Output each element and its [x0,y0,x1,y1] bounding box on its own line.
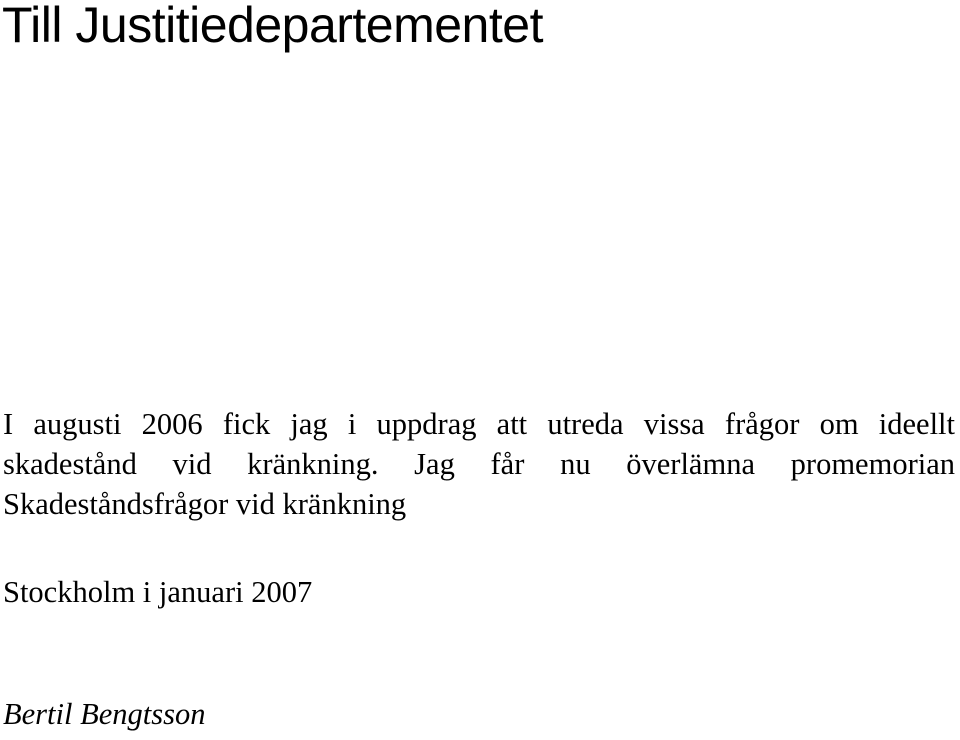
place-and-date: Stockholm i januari 2007 [3,575,313,609]
document-title: Till Justitiedepartementet [2,0,543,53]
body-line-1: I augusti 2006 fick jag i uppdrag att utreda vissa frågor om ideellt [3,407,955,441]
signature-name: Bertil Bengtsson [3,697,206,731]
body-line-3: Skadeståndsfrågor vid kränkning [3,487,407,521]
body-line-2: skadestånd vid kränkning. Jag får nu överlämna promemorian [3,447,955,481]
body-paragraph [3,404,955,524]
